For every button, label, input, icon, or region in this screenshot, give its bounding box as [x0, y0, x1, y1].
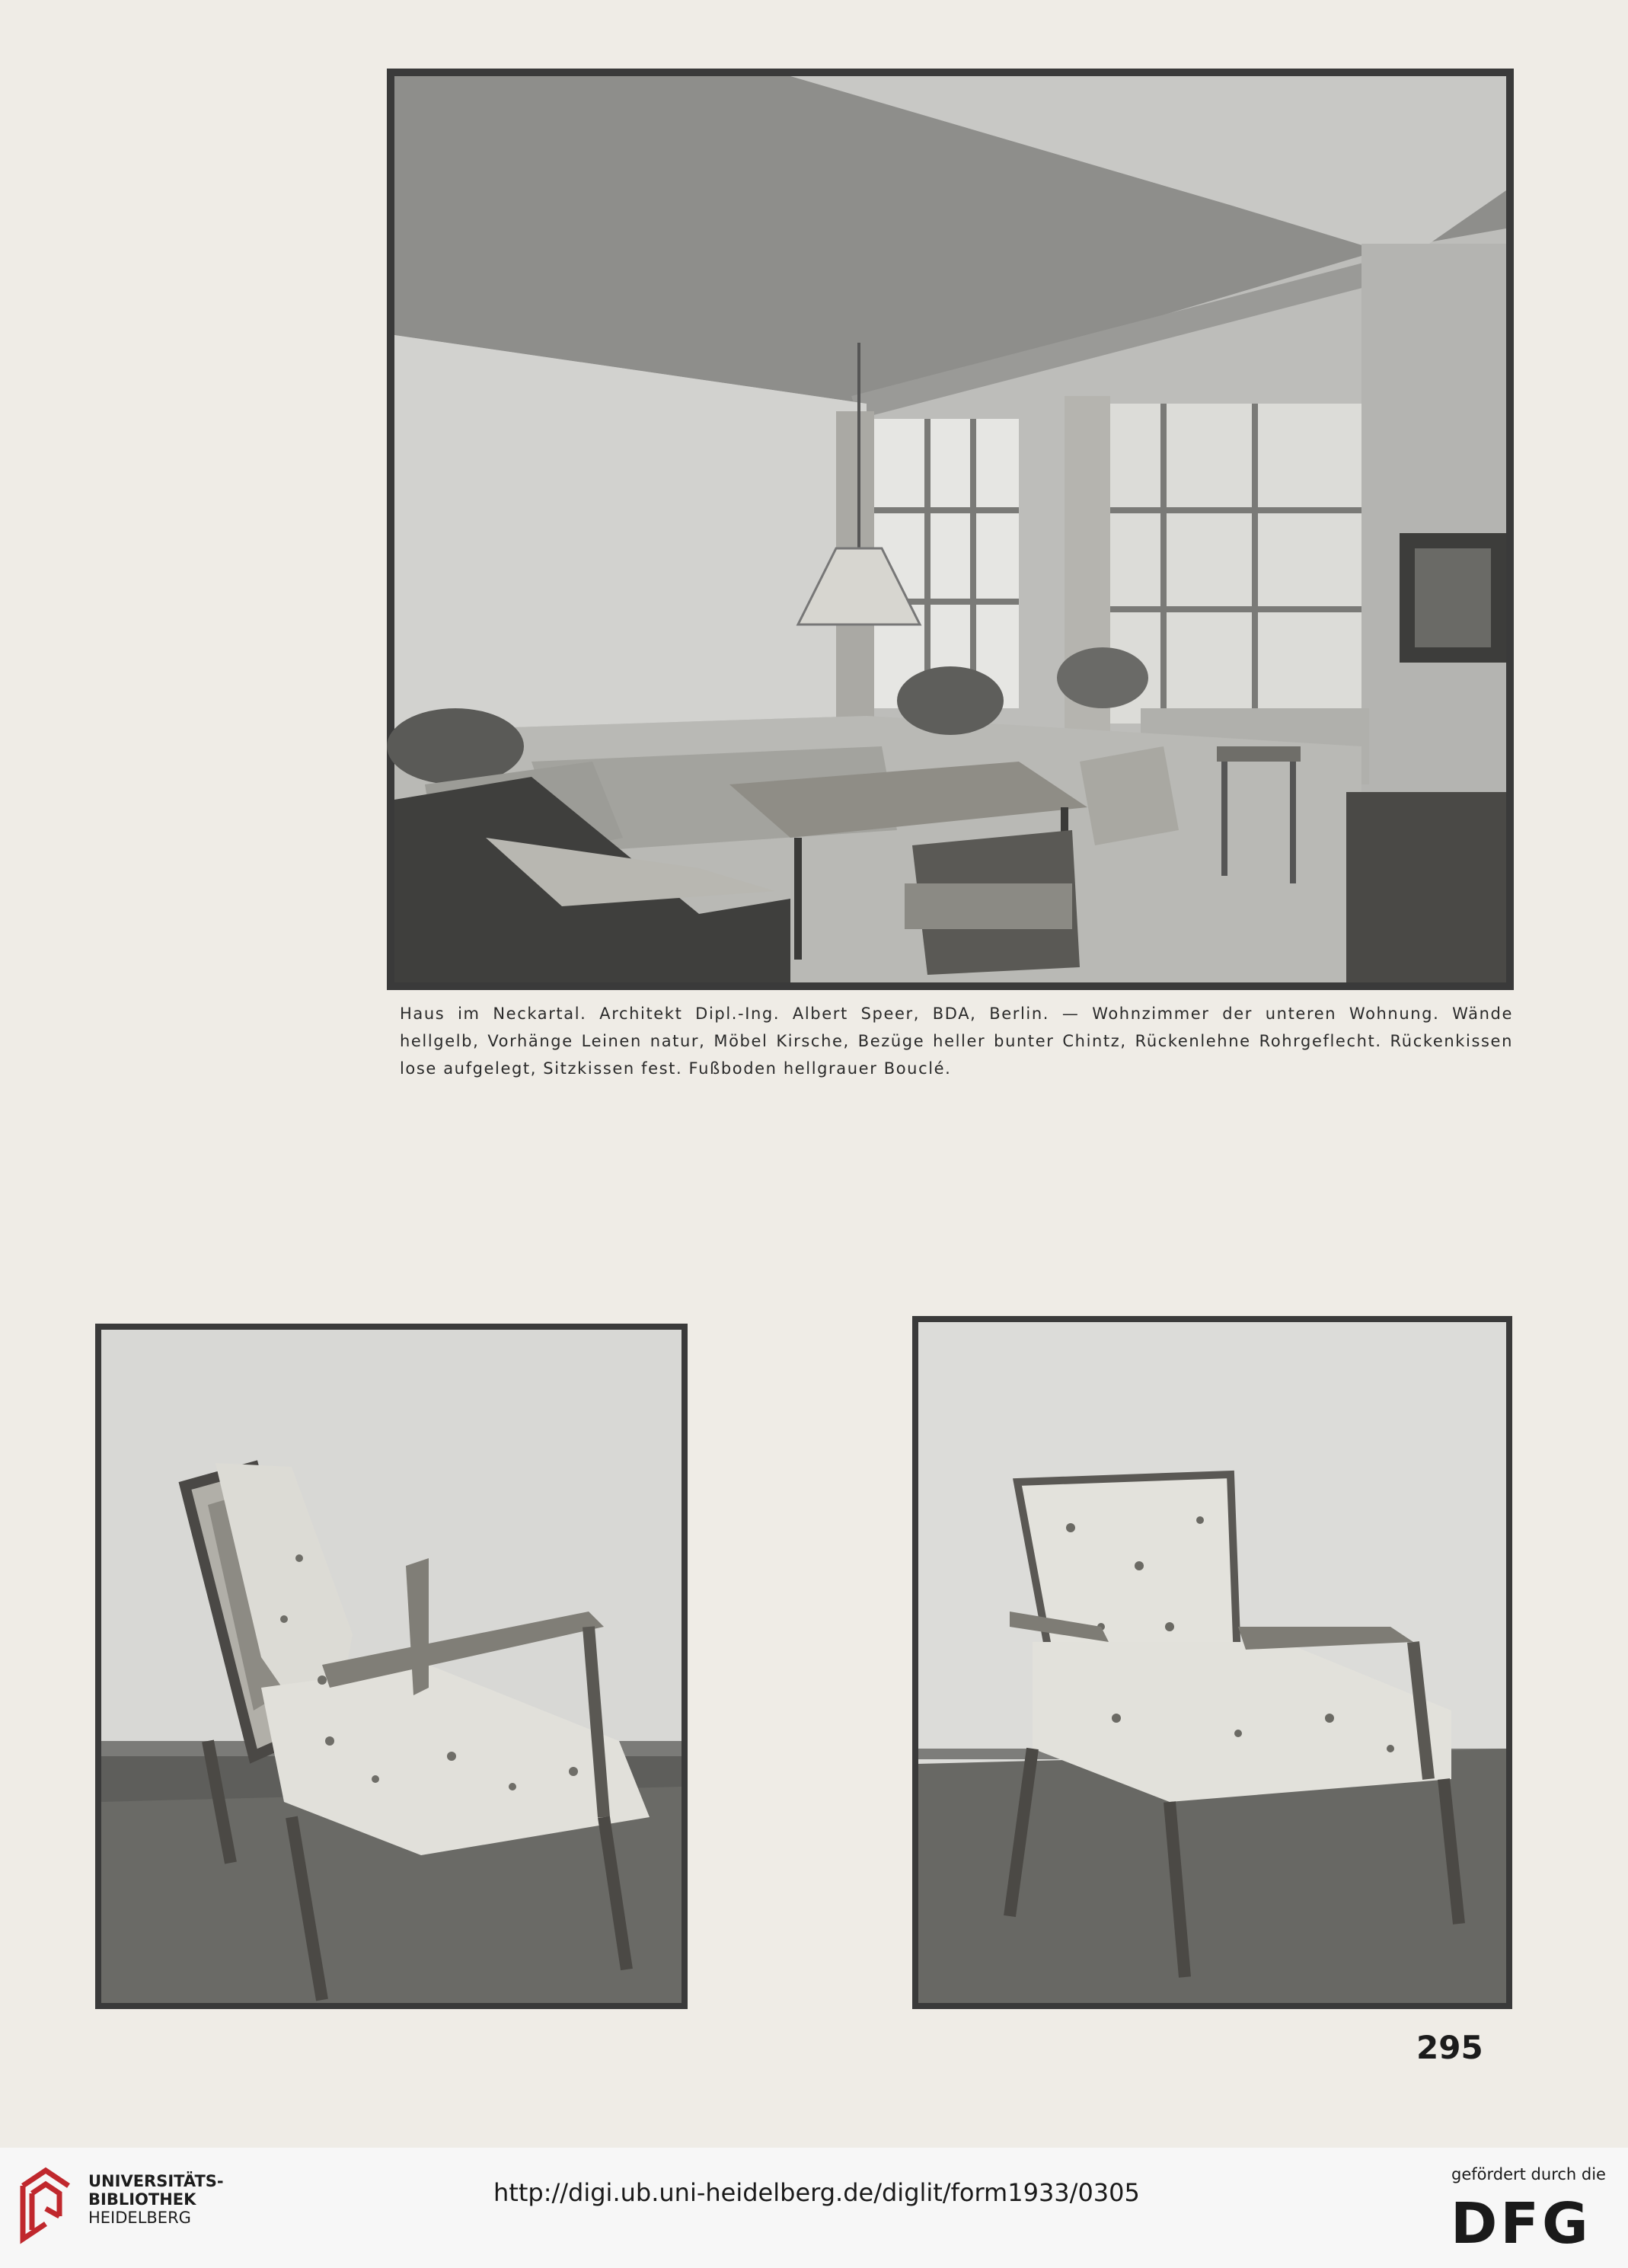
caption-line-3: lose aufgelegt, Sitzkissen fest. Fußboden hellgrauer Bouclé.	[400, 1059, 952, 1078]
caption-line-2: hellgelb, Vorhänge Leinen natur, Möbel Kirsche, Bezüge heller bunter Chintz, Rückenlehne Rohrgeflecht. Rückenkissen	[400, 1032, 1513, 1050]
dfg-logo[interactable]: DFG	[1451, 2191, 1591, 2257]
page-number: 295	[1416, 2029, 1483, 2066]
caption-line-1: Haus im Neckartal. Architekt Dipl.-Ing. Albert Speer, BDA, Berlin. — Wohnzimmer der unteren Wohnung. Wände	[400, 1005, 1513, 1023]
living-room-photo	[387, 69, 1514, 990]
funding-label: gefördert durch die	[1451, 2165, 1606, 2183]
library-line-1: UNIVERSITÄTS-	[88, 2172, 224, 2190]
university-library-name	[88, 2172, 224, 2227]
library-line-3: HEIDELBERG	[88, 2209, 191, 2227]
armchair-front-photo	[912, 1316, 1512, 2009]
library-line-2: BIBLIOTHEK	[88, 2190, 196, 2209]
armchair-side-photo	[95, 1324, 688, 2009]
footer-bar	[0, 2148, 1628, 2268]
photo-caption	[400, 1000, 1513, 1082]
university-library-logo-icon[interactable]	[15, 2163, 76, 2247]
source-url-link[interactable]: http://digi.ub.uni-heidelberg.de/diglit/form1933/0305	[493, 2178, 1140, 2207]
